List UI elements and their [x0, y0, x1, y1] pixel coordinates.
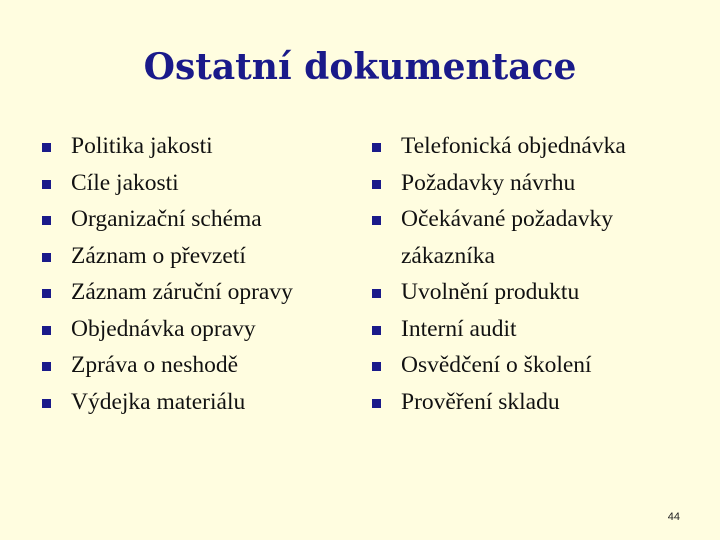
square-bullet-icon: [372, 143, 381, 152]
list-item: [372, 274, 692, 311]
list-item: [42, 238, 352, 275]
list-item-text-continuation: zákazníka: [401, 242, 495, 269]
list-item: [42, 128, 352, 165]
list-item-text: Cíle jakosti: [71, 169, 179, 196]
list-item-text: Výdejka materiálu: [71, 388, 246, 415]
list-item-text: Politika jakosti: [71, 133, 213, 159]
list-item: [372, 128, 692, 165]
page-number: 44: [667, 511, 680, 523]
right-bullet-list: [372, 128, 692, 420]
list-item-text: Prověření skladu: [401, 388, 560, 415]
square-bullet-icon: [372, 362, 381, 371]
list-item-text: Interní audit: [401, 315, 517, 342]
list-item: [372, 311, 692, 348]
square-bullet-icon: [42, 362, 51, 371]
list-item: [372, 347, 692, 384]
list-item-text: Osvědčení o školení: [401, 352, 592, 378]
list-item-text: Telefonická objednávka: [401, 133, 626, 159]
list-item-text: Záznam o převzetí: [71, 242, 246, 269]
list-item: [42, 384, 352, 421]
list-item-text: Požadavky návrhu: [401, 169, 576, 196]
square-bullet-icon: [372, 326, 381, 335]
list-item-text: Organizační schéma: [71, 206, 262, 232]
list-item: [42, 274, 352, 311]
left-bullet-list: [42, 128, 352, 420]
list-item-text: Uvolnění produktu: [401, 279, 580, 305]
square-bullet-icon: [42, 399, 51, 408]
square-bullet-icon: [42, 253, 51, 262]
list-item: [42, 165, 352, 202]
list-item: [372, 384, 692, 421]
list-item: [372, 165, 692, 202]
list-item: [372, 201, 692, 274]
square-bullet-icon: [42, 180, 51, 189]
list-item: [42, 311, 352, 348]
square-bullet-icon: [42, 216, 51, 225]
list-item-text: Očekávané požadavky: [401, 206, 614, 232]
list-item-text: Záznam záruční opravy: [71, 279, 293, 305]
list-item: [42, 201, 352, 238]
list-item: [42, 347, 352, 384]
slide-title: Ostatní dokumentace: [143, 46, 577, 88]
square-bullet-icon: [372, 289, 381, 298]
square-bullet-icon: [372, 216, 381, 225]
square-bullet-icon: [372, 180, 381, 189]
list-item-text: Objednávka opravy: [71, 315, 256, 342]
square-bullet-icon: [372, 399, 381, 408]
square-bullet-icon: [42, 326, 51, 335]
square-bullet-icon: [42, 289, 51, 298]
square-bullet-icon: [42, 143, 51, 152]
list-item-text: Zpráva o neshodě: [71, 352, 239, 378]
